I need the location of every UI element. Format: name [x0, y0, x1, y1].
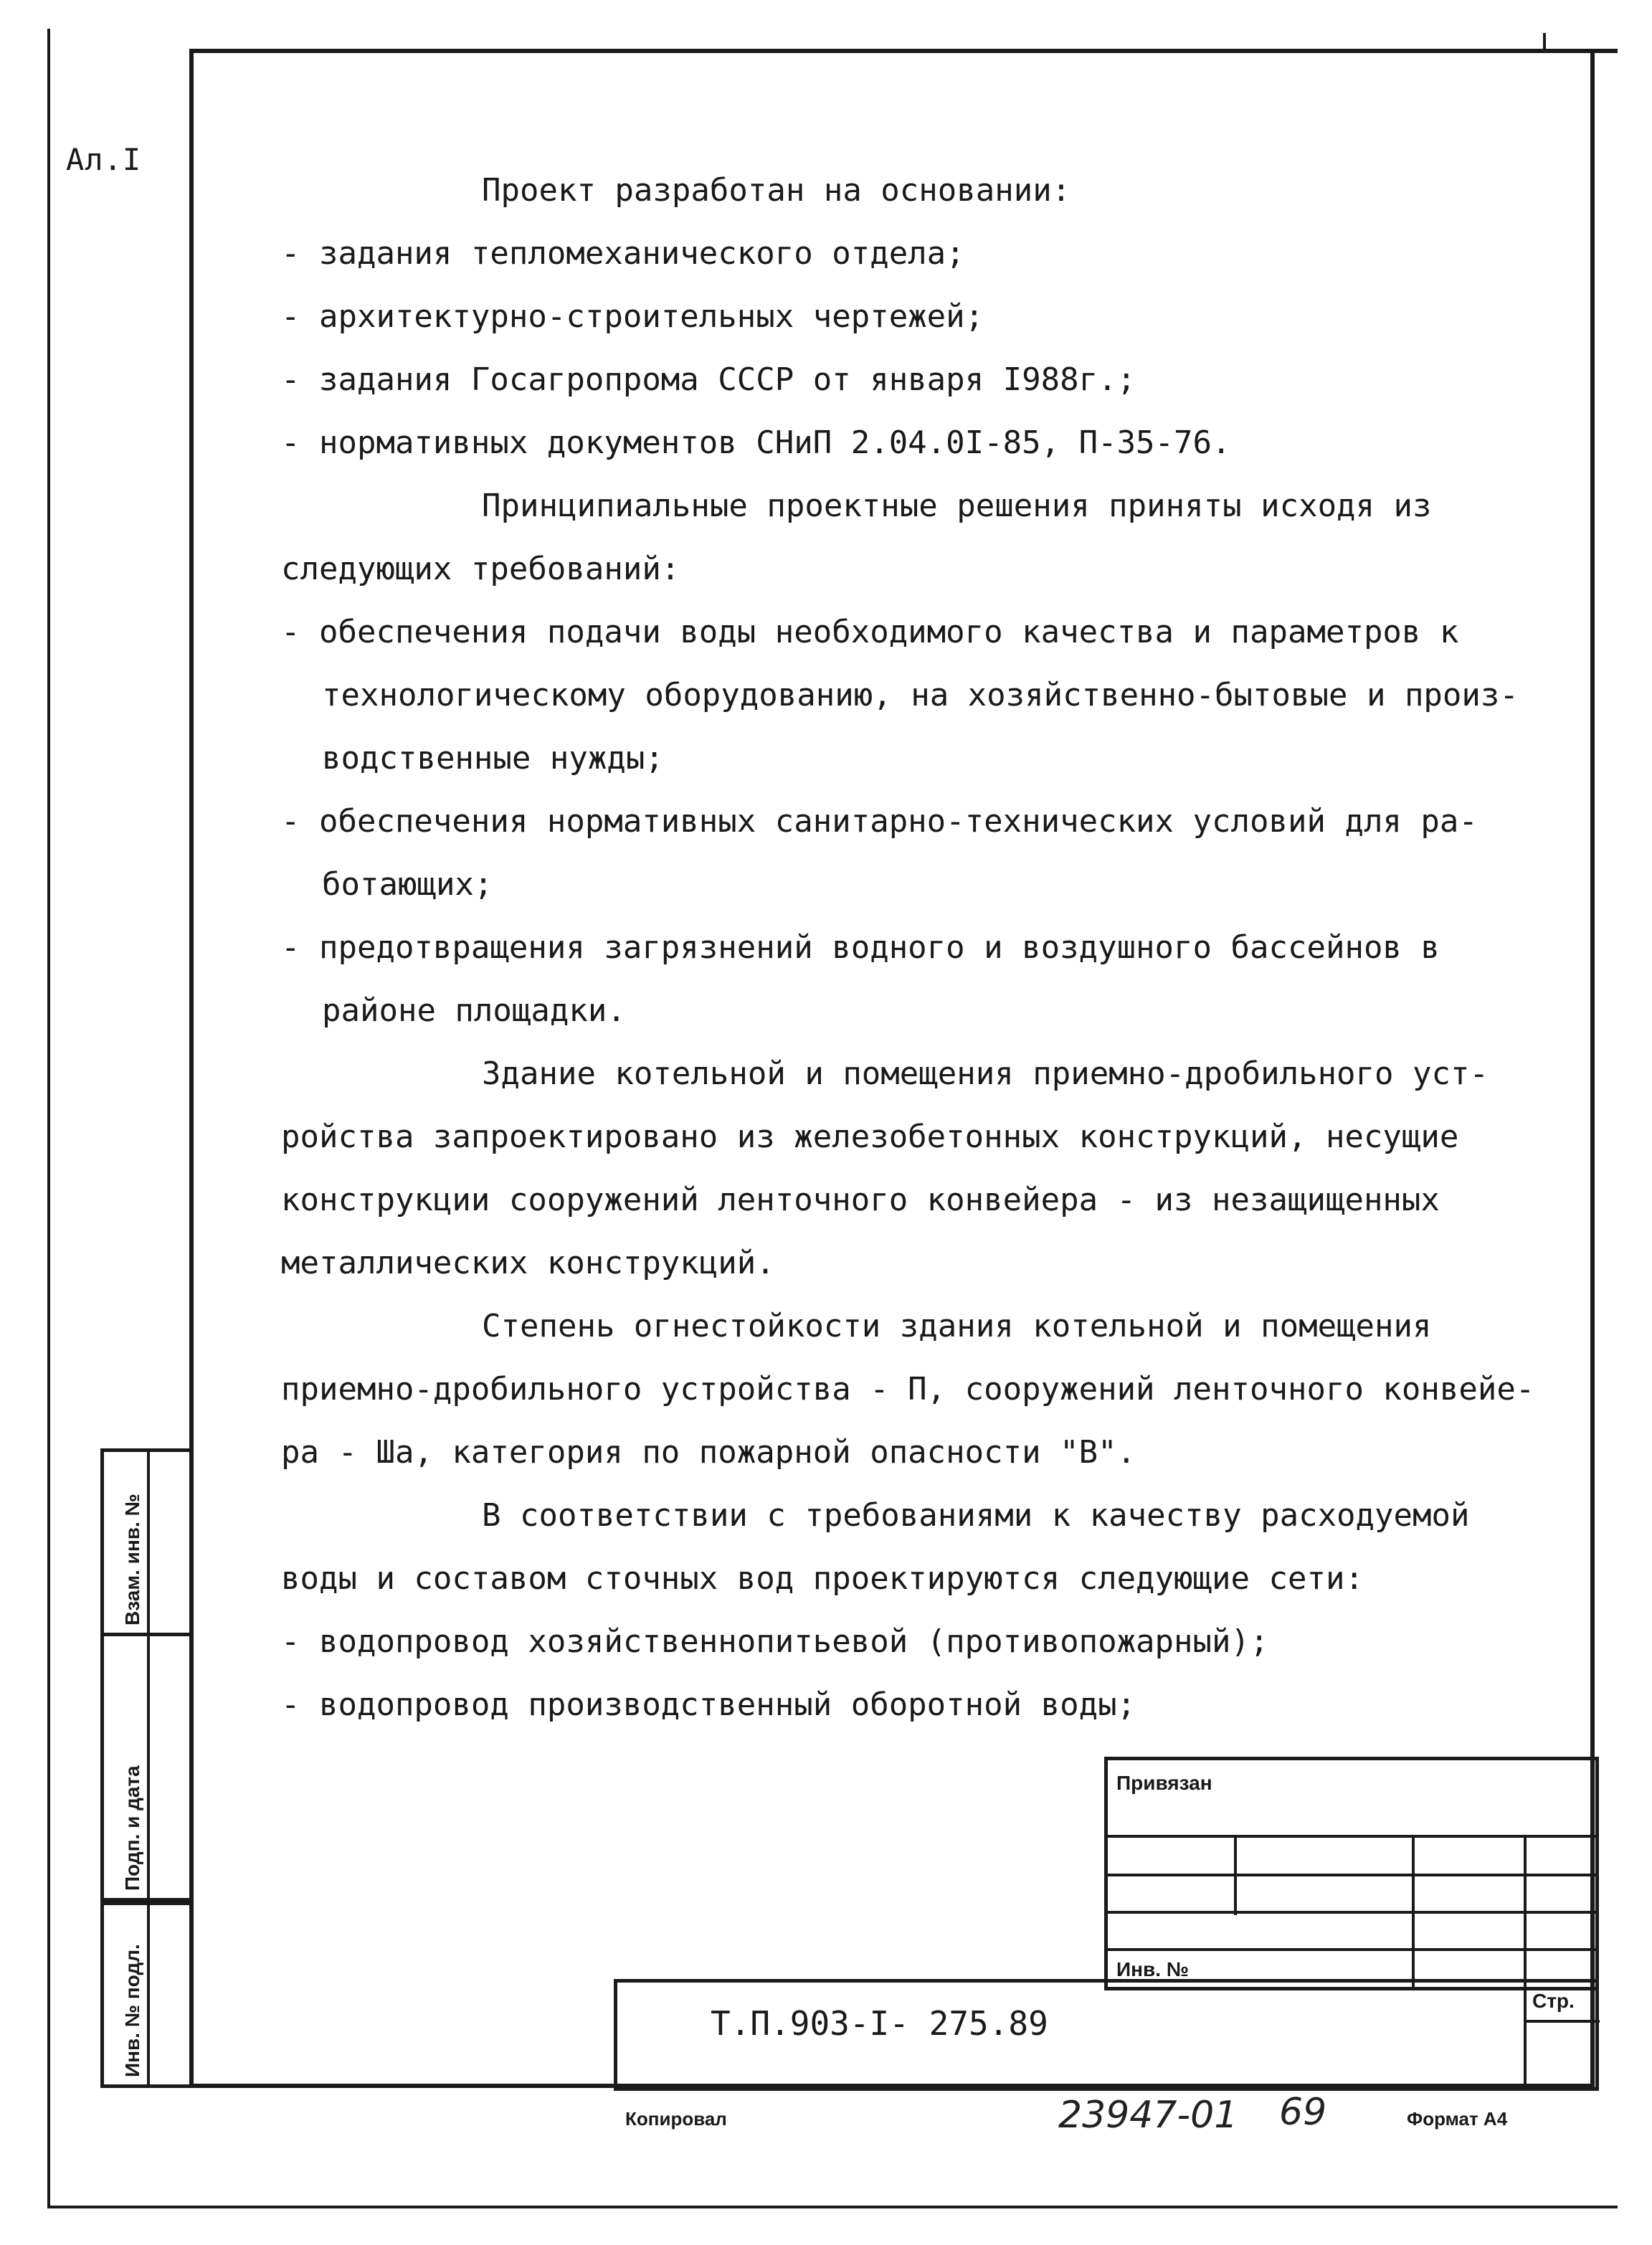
- building-paragraph-line: ройства запроектировано из железобетонных конструкций, несущие: [281, 1119, 1459, 1155]
- side-stamp-label-cell: [104, 1905, 150, 2084]
- requirement-item-cont: ботающих;: [322, 866, 493, 903]
- requirement-item: - обеспечения подачи воды необходимого качества и параметров к: [281, 614, 1459, 650]
- requirement-item: - предотвращения загрязнений водного и воздушного бассейнов в: [281, 929, 1440, 966]
- binding-stamp-divider: [1412, 1835, 1415, 1990]
- side-stamp-vzam: [100, 1448, 194, 1636]
- sheet-number-label: Ал.I: [66, 142, 142, 177]
- document-body: [281, 159, 1572, 1737]
- building-paragraph: Здание котельной и помещения приемно-дробильного уст-: [482, 1055, 1489, 1092]
- requirement-item-cont: районе площадки.: [322, 992, 626, 1029]
- principles-intro-cont: следующих требований:: [281, 551, 680, 587]
- binding-stamp-divider: [1234, 1835, 1237, 1915]
- side-stamp-label: Взам. инв. №: [121, 1494, 143, 1625]
- basis-item: - нормативных документов СНиП 2.04.0I-85, П-35-76.: [281, 424, 1231, 461]
- binding-stamp-divider: [1524, 1835, 1527, 1990]
- frame-top-extension: [1589, 49, 1618, 53]
- binding-stamp-divider: [1108, 1874, 1595, 1876]
- fire-paragraph-line: приемно-дробильного устройства - П, сооружений ленточного конвейе-: [281, 1371, 1535, 1408]
- binding-stamp-divider: [1108, 1911, 1595, 1914]
- basis-item: - архитектурно-строительных чертежей;: [281, 298, 984, 335]
- title-block-divider: [1524, 1983, 1527, 2090]
- left-trim-line: [47, 29, 50, 2208]
- basis-intro: Проект разработан на основании:: [482, 172, 1071, 209]
- format-label: Формат А4: [1407, 2108, 1508, 2130]
- side-stamp-label-cell: [104, 1636, 150, 1898]
- document-code: Т.П.903-I- 275.89: [711, 2004, 1048, 2043]
- network-item: - водопровод производственный оборотной воды;: [281, 1686, 1136, 1723]
- fire-paragraph-line: ра - Ша, категория по пожарной опасности "В".: [281, 1434, 1136, 1471]
- side-stamp-podp: [100, 1636, 194, 1902]
- side-stamp-label-cell: [104, 1452, 150, 1633]
- bottom-trim-line: [47, 2206, 1618, 2208]
- side-stamp-label: Инв. № подл.: [121, 1944, 143, 2077]
- side-stamp-inv: [100, 1902, 194, 2088]
- title-block: [614, 1979, 1599, 2091]
- requirement-item-cont: водственные нужды;: [322, 740, 664, 777]
- building-paragraph-line: металлических конструкций.: [281, 1245, 775, 1281]
- building-paragraph-line: конструкции сооружений ленточного конвейера - из незащищенных: [281, 1182, 1440, 1218]
- page-label: Стр.: [1532, 1990, 1575, 2012]
- basis-item: - задания Госагропрома СССР от января I988г.;: [281, 361, 1136, 398]
- requirement-item-cont: технологическому оборудованию, на хозяйственно-бытовые и произ-: [322, 677, 1519, 713]
- binding-stamp: [1104, 1757, 1599, 1990]
- networks-paragraph-line: воды и составом сточных вод проектируются следующие сети:: [281, 1560, 1364, 1597]
- handwritten-page-number: 69: [1279, 2091, 1327, 2134]
- fire-paragraph: Степень огнестойкости здания котельной и помещения: [482, 1308, 1432, 1344]
- binding-stamp-title: Привязан: [1116, 1772, 1212, 1794]
- basis-item: - задания тепломеханического отдела;: [281, 235, 965, 272]
- copied-by-label: Копировал: [625, 2108, 727, 2130]
- networks-paragraph: В соответствии с требованиями к качеству расходуемой: [482, 1497, 1470, 1534]
- binding-stamp-divider: [1108, 1948, 1595, 1951]
- network-item: - водопровод хозяйственнопитьевой (противопожарный);: [281, 1623, 1269, 1660]
- handwritten-archive-code: 23947-01: [1058, 2094, 1238, 2137]
- title-block-divider: [1524, 2020, 1600, 2023]
- binding-stamp-divider: [1108, 1835, 1595, 1838]
- inventory-number-label: Инв. №: [1116, 1958, 1190, 1980]
- requirement-item: - обеспечения нормативных санитарно-технических условий для ра-: [281, 803, 1478, 840]
- side-stamp-label: Подп. и дата: [121, 1765, 143, 1891]
- principles-intro: Принципиальные проектные решения приняты исходя из: [482, 488, 1432, 524]
